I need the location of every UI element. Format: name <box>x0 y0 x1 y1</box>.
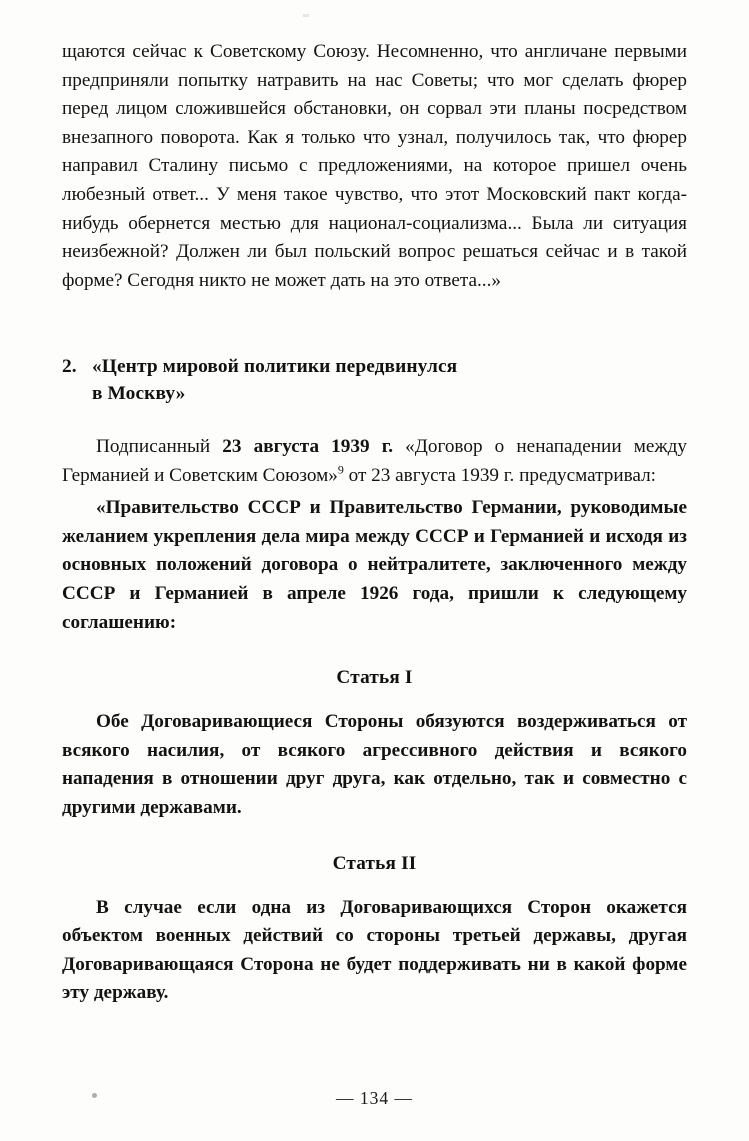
paper-speck <box>303 14 309 17</box>
treaty-preamble: «Правительство СССР и Правительство Германии, руководимые желанием укрепления дела мира между СССР и Германией и исходя из основных положений договора о нейтралитете, заключенного между СССР и Германией в апреле 1926 года, пришли к следующему соглашению: <box>62 497 687 633</box>
section-number: 2. <box>62 356 77 378</box>
footnote-marker: 9 <box>337 462 344 477</box>
section-title-line-2: в Москву» <box>92 383 186 405</box>
intro-paragraph <box>62 433 687 490</box>
opening-paragraph: щаются сейчас к Советскому Союзу. Несомненно, что англичане первыми предприняли попытку натравить на нас Советы; что мог сделать фюрер перед лицом сложившейся обстановки, он сорвал эти планы посредством внезапного поворота. Как я только что узнал, получилось так, что фюрер направил Сталину письмо с предложениями, на которое пришел очень любезный ответ... У меня такое чувство, что этот Московский пакт когда-нибудь обернется местью для национал-социализма... Была ли ситуация неизбежной? Должен ли был польский вопрос решаться сейчас и в такой форме? Сегодня никто не может дать на это ответа...» <box>62 41 687 291</box>
intro-paragraph-block <box>62 433 687 490</box>
intro-part-3: от 23 августа 1939 г. предусматривал: <box>343 464 657 486</box>
section-title <box>92 353 687 407</box>
intro-part-2: «Договор о ненападении между Германией и Советским Союзом» <box>62 436 687 486</box>
article-2-body: В случае если одна из Договаривающихся Сторон окажется объектом военных действий со стороны третьей державы, другая Договаривающаяся Сторона не будет поддерживать ни в какой форме эту державу. <box>62 896 687 1004</box>
article-2-heading: Статья II <box>332 852 417 874</box>
page-content <box>62 38 687 1008</box>
intro-part-1: Подписанный <box>96 436 223 458</box>
page-number: — 134 — <box>336 1088 413 1108</box>
article-1-body: Обе Договаривающиеся Стороны обязуются воздерживаться от всякого насилия, от всякого агрессивного действия и всякого нападения в отношении друг друга, как отдельно, так и совместно с другими державами. <box>62 711 687 818</box>
section-title-line-1: «Центр мировой политики передвинулся <box>92 356 458 378</box>
intro-bold-date: 23 августа 1939 г. <box>222 436 394 458</box>
article-1-heading: Статья I <box>336 667 413 689</box>
section-heading <box>62 353 687 407</box>
